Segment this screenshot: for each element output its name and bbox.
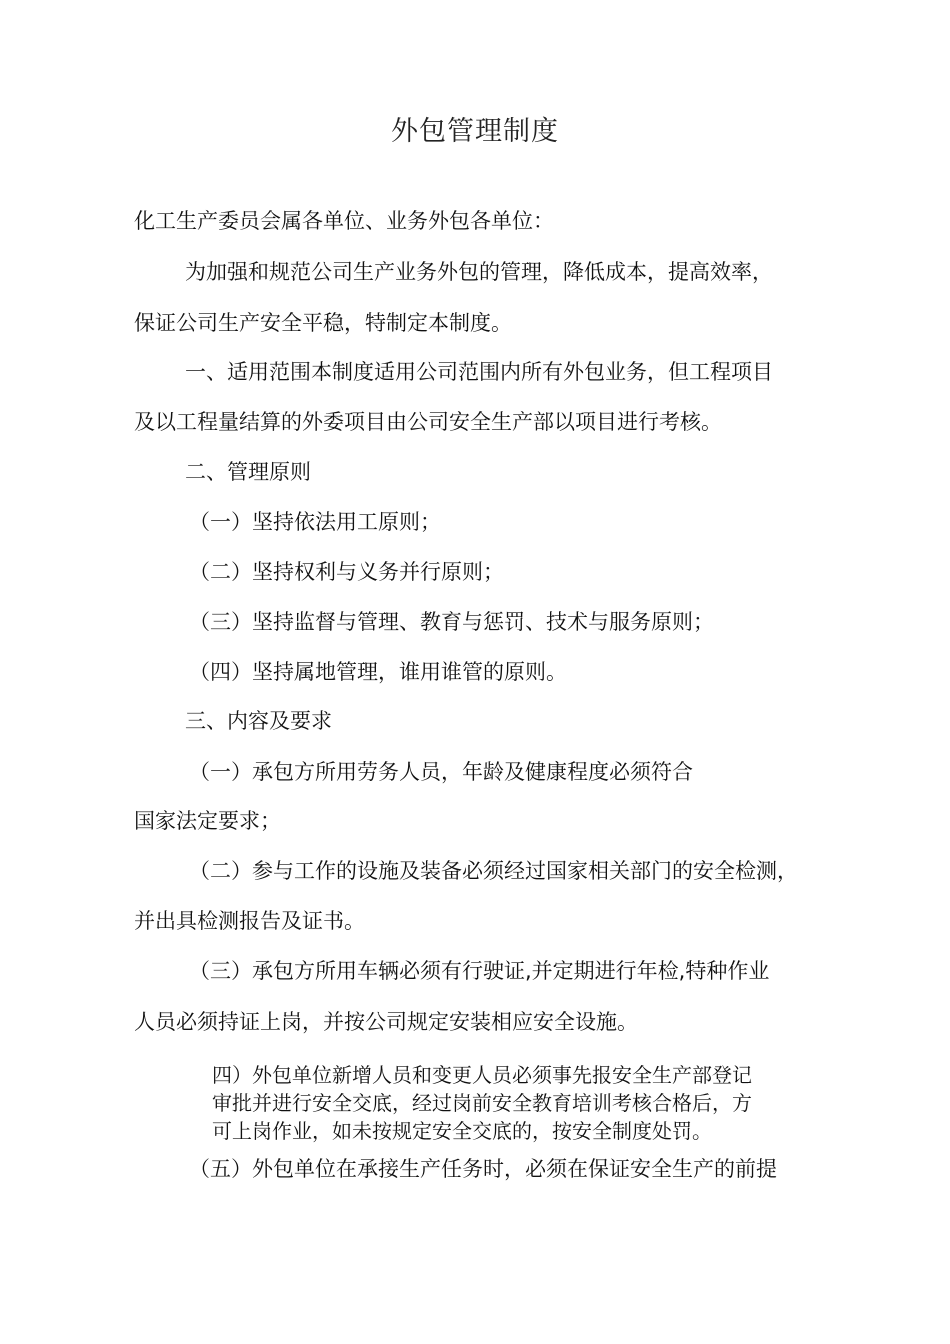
requirement-1-line-1: （一）承包方所用劳务人员，年龄及健康程度必须符合 xyxy=(189,760,693,784)
requirement-5-line-1: （五）外包单位在承接生产任务时，必须在保证安全生产的前提 xyxy=(189,1157,777,1181)
requirement-2-line-2: 并出具检测报告及证书。 xyxy=(134,909,365,933)
requirement-4-line-3: 可上岗作业，如未按规定安全交底的，按安全制度处罚。 xyxy=(212,1119,712,1143)
intro-line-2: 保证公司生产安全平稳，特制定本制度。 xyxy=(134,311,512,335)
requirement-4-line-2: 审批并进行安全交底，经过岗前安全教育培训考核合格后，方 xyxy=(212,1091,752,1115)
section-1-line-2: 及以工程量结算的外委项目由公司安全生产部以项目进行考核。 xyxy=(134,410,722,434)
principle-4: （四）坚持属地管理，谁用谁管的原则。 xyxy=(189,660,567,684)
principle-3: （三）坚持监督与管理、教育与惩罚、技术与服务原则； xyxy=(189,610,714,634)
requirement-3-line-1: （三）承包方所用车辆必须有行驶证,并定期进行年检,特种作业 xyxy=(189,959,770,983)
document-title: 外包管理制度 xyxy=(391,116,559,147)
intro-line-1: 为加强和规范公司生产业务外包的管理，降低成本，提高效率， xyxy=(185,260,773,284)
requirement-1-line-2: 国家法定要求； xyxy=(134,809,281,833)
requirement-2-line-1: （二）参与工作的设施及装备必须经过国家相关部门的安全检测， xyxy=(189,859,798,883)
principle-2: （二）坚持权利与义务并行原则； xyxy=(189,560,504,584)
section-3-heading: 三、内容及要求 xyxy=(185,709,332,733)
requirement-3-line-2: 人员必须持证上岗，并按公司规定安装相应安全设施。 xyxy=(134,1010,638,1034)
section-1-line-1: 一、适用范围本制度适用公司范围内所有外包业务，但工程项目 xyxy=(185,360,773,384)
principle-1: （一）坚持依法用工原则； xyxy=(189,510,441,534)
salutation-line: 化工生产委员会属各单位、业务外包各单位： xyxy=(134,209,554,233)
section-2-heading: 二、管理原则 xyxy=(185,460,311,484)
requirement-4-line-1: 四）外包单位新增人员和变更人员必须事先报安全生产部登记 xyxy=(212,1063,752,1087)
